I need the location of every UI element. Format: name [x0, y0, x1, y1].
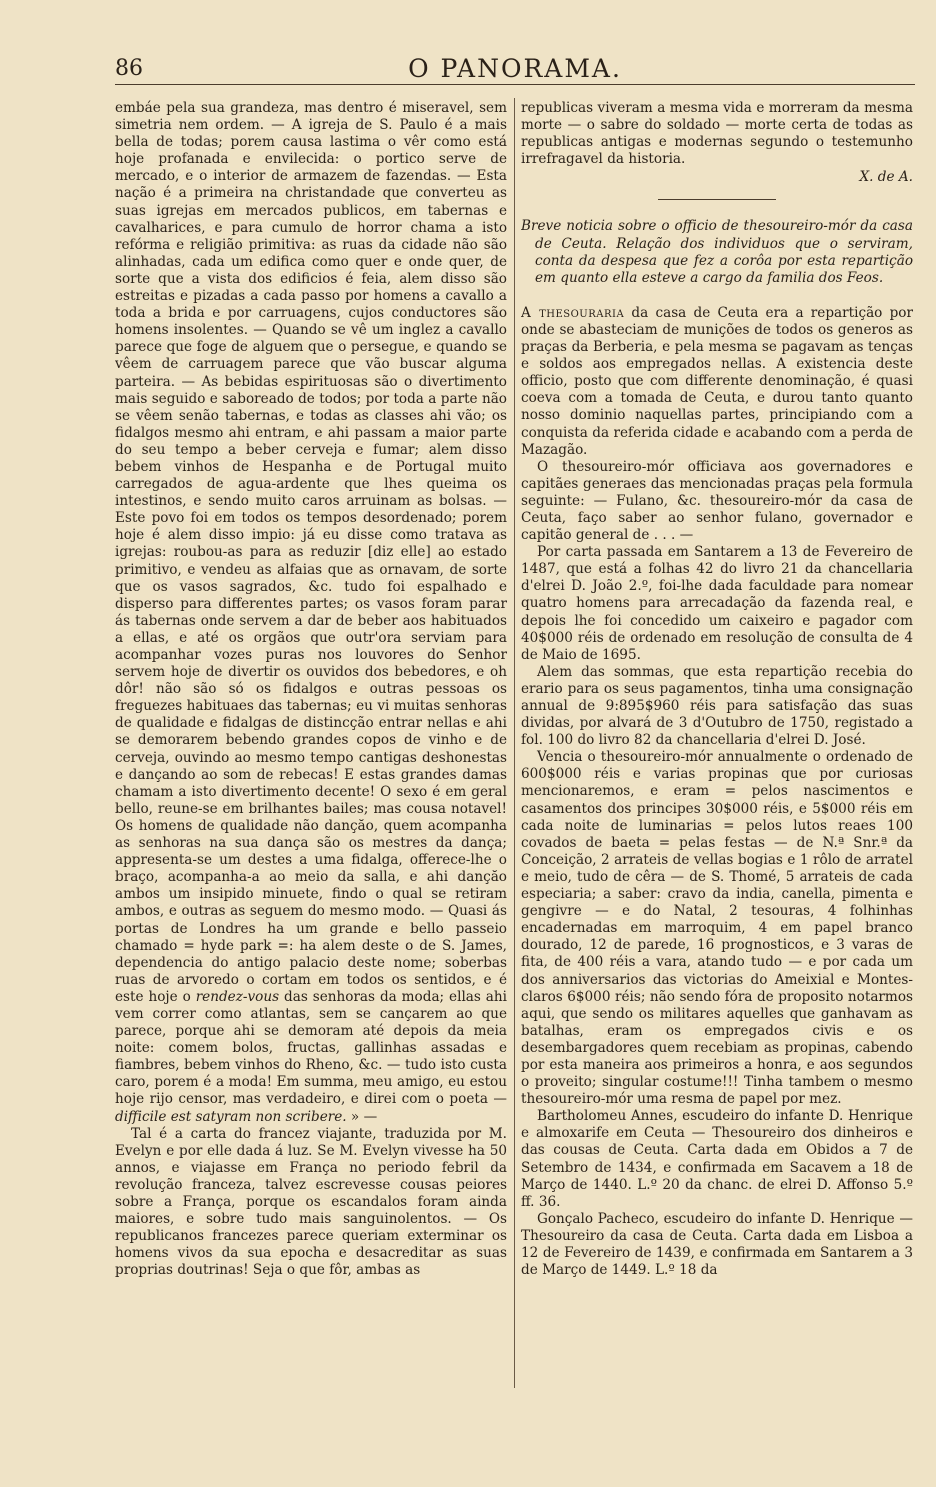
lead-words: A thesouraria [521, 304, 625, 321]
section-rule [658, 199, 776, 200]
letter-paragraph: embáe pela sua grandeza, mas dentro é miseravel, sem simetria nem ordem. — A igreja de S. Paulo é a mais bella de todas; porem causa lastima o vêr como está hoje profanada e envilecida: o portico serve de mercado, e o interior de armazem de fazendas. — Esta nação é a primeira na christandade que converteu as suas igrejas em mercados publicos, em tabernas e cavalharices, e para cumulo de horror chama a isto refórma e religião primitiva: as ruas da cidade não são alinhadas, cada um edifica como quer e onde quer, de sorte que a vista dos edificios é feia, alem disso são estreitas e pizadas a cada passo por homens a cavallo a toda a brida e por carruagens, cujos conductores são homens insolentes. — Quando se vê um inglez a cavallo parece que foge de alguem que o persegue, e quando se vêem de carruagem parece que vão buscar alguma parteira. — As bebidas espirituosas são o divertimento mais seguido e saboreado de todos; por toda a parte não se vêem senão tabernas, e todas as classes ahi vão; os fidalgos mesmo ahi entram, e ahi passam a maior parte do seu tempo a beber cerveja e fumar; alem disso bebem vinhos de Hespanha e de Portugal muito carregados de agua-ardente que lhes queima os intestinos, e sendo muito caros arruinam as bolsas. — Este povo foi em todos os tempos desordenado; porem hoje é alem disso impio: já eu disse como tratava as igrejas: roubou-as para as reduzir [diz elle] ao estado primitivo, e vendeu as alfaias que as ornavam, de sorte que os vasos sagrados, &c. tudo foi espalhado e disperso para differentes partes; os vasos foram parar ás tabernas onde servem a dar de beber aos habituados a ellas, e até os orgãos que outr'ora serviam para acompanhar vozes puras nos louvores do Senhor servem hoje de divertir os ouvidos dos bebedores, e oh dôr! não são só os fidalgos e outras pessoas os freguezes habituaes das tabernas; eu vi muitas senhoras de qualidade e fidalgas de distincção entrar nellas e ahi se demorarem bebendo grandes copos de vinho e de cerveja, ouvindo ao mesmo tempo cantigas deshonestas e dançando ao som de rebecas! E estas grandes damas chamam a isto divertimento decente! O sexo é em geral bello, reune-se em brilhantes bailes; mas cousa notavel! Os homens de qualidade não dançăo, quem acompanha as senhoras na sua dança são os mestres da dança; appresenta-se um destes a uma fidalga, offerece-lhe o braço, acompanha-a ao meio da salla, e ahi dançăo ambos um insipido minuete, findo o qual se retiram ambos, e outras as seguem do mesmo modo. — Quasi ás portas de Londres ha um grande e bello passeio chamado = hyde park =: ha alem deste o de S. James, dependencia do antigo palacio deste nome; soberbas ruas de arvoredo o cortam em todos os sentidos, e é este hoje o rendez-vous das senhoras da moda; ellas ahi vem correr como atlantas, sem se cançarem ao que parece, porque ahi se demoram até depois da meia noite: comem bolos, fructas, gallinhas assadas e fiambres, bebem vinhos do Rheno, &c. — tudo isto custa caro, porem é a moda! Em summa, meu amigo, eu estou hoje rijo censor, mas verdadeiro, e direi com o poeta — difficile est satyram non scribere. » — [115, 100, 507, 1125]
thesouraria-paragraph: A thesouraria da casa de Ceuta era a repartição por onde se abasteciam de munições de todos os generos as praças da Berberia, e pela mesma se pagavam as tenças e soldos aos empregados nellas. A existencia deste officio, posto que com differente denominação, é quasi coeva com a tomada de Ceuta, e durou tanto quanto nosso dominio naquellas partes, principiando com a conquista da referida cidade e acabando com a perda de Mazagão. [521, 304, 913, 458]
propinas-paragraph: Vencia o thesoureiro-mór annualmente o ordenado de 600$000 réis e varias propinas que por curiosas mencionaremos, e eram = pelos nascimentos e casamentos dos principes 30$000 réis, e 5$000 réis em cada noite de luminarias = pelos lutos reaes 100 covados de baeta = pelas festas — de N.ª Snr.ª da Conceição, 2 arrateis de vellas bogias e 1 rôlo de arratel e meio, tudo de cêra — de S. Thomé, 5 arrateis de cada especiaria; a saber: cravo da india, canella, pimenta e gengivre — e do Natal, 2 tesouras, 4 folhinhas encadernadas em marroquim, 4 em papel branco dourado, 12 de parede, 16 prognosticos, e 3 varas de fita, de 400 réis a vara, atando tudo — e por cada um dos anniversarios das victorias do Ameixial e Montes-claros 6$000 réis; não sendo fóra de proposito notarmos aqui, que sendo os militares aquelles que ganhavam as batalhas, eram os empregados civis e os desembargadores quem recebiam as propinas, cabendo por esta maneira aos primeiros a honra, e aos segundos o proveito; singular costume!!! Tinha tambem o mesmo thesoureiro-mór uma resma de papel por mez. [521, 749, 913, 1108]
closing-paragraph: republicas viveram a mesma vida e morreram da mesma morte — o sabre do soldado — morte certa de todas as republicas antigas e modernas segundo o testemunho irrefragavel da historia. [521, 100, 913, 168]
latin-quote: difficile est satyram non scribere. [115, 1108, 347, 1125]
right-column [521, 100, 913, 1380]
sommas-paragraph: Alem das sommas, que esta repartição recebia do erario para os seus pagamentos, tinha uma consignação annual de 9:895$960 réis para satisfação das suas dividas, por alvará de 3 d'Outubro de 1750, registado a fol. 100 do livro 82 da chancellaria d'elrei D. José. [521, 663, 913, 749]
page-number: 86 [115, 56, 143, 81]
carta-paragraph: Por carta passada em Santarem a 13 de Fevereiro de 1487, que está a folhas 42 do livro 21 da chancellaria d'elrei D. João 2.º, foi-lhe dada faculdade para nomear quatro homens para arrecadação da fazenda real, e depois lhe foi concedido um caixeiro e pagador com 40$000 réis de ordenado em resolução de consulta de 4 de Maio de 1695. [521, 544, 913, 663]
left-column [115, 100, 507, 1380]
commentary-paragraph: Tal é a carta do francez viajante, traduzida por M. Evelyn e por elle dada á luz. Se M. Evelyn vivesse ha 50 annos, e viajasse em França no periodo febril da revolução franceza, talvez escrevesse cousas peiores sobre a França, porque os escandalos foram ainda maiores, e sobre tudo mais sanguinolentos. — Os republicanos francezes parece queriam exterminar os homens vivos da sua epocha e desacreditar as suas proprias doutrinas! Seja o que fôr, ambas as [115, 1125, 507, 1279]
bartholomeu-paragraph: Bartholomeu Annes, escudeiro do infante D. Henrique e almoxarife em Ceuta — Thesoureiro dos dinheiros e das cousas de Ceuta. Carta dada em Obidos a 7 de Setembro de 1434, e confirmada em Sacavem a 18 de Março de 1440. L.º 20 da chanc. de elrei D. Affonso 5.º ff. 36. [521, 1108, 913, 1210]
author-signature: X. de A. [859, 169, 913, 186]
page-header [115, 50, 915, 85]
article-summary: Breve noticia sobre o officio de thesoureiro-mór da casa de Ceuta. Relação dos individuos que o serviram, conta da despesa que fez a corôa por esta repartição em quanto ella esteve a cargo da familia dos Feos. [521, 218, 913, 286]
goncalo-paragraph: Gonçalo Pacheco, escudeiro do infante D. Henrique — Thesoureiro da casa de Ceuta. Carta dada em Lisboa a 12 de Fevereiro de 1439, e confirmada em Santarem a 3 de Março de 1449. L.º 18 da [521, 1210, 913, 1279]
formula-paragraph: O thesoureiro-mór officiava aos governadores e capitães generaes das mencionadas praças pela formula seguinte: — Fulano, &c. thesoureiro-mór da casa de Ceuta, faço saber ao senhor fulano, governador e capitão general de . . . — [521, 458, 913, 544]
column-divider [514, 98, 515, 1388]
running-title: O PANORAMA. [408, 54, 622, 83]
